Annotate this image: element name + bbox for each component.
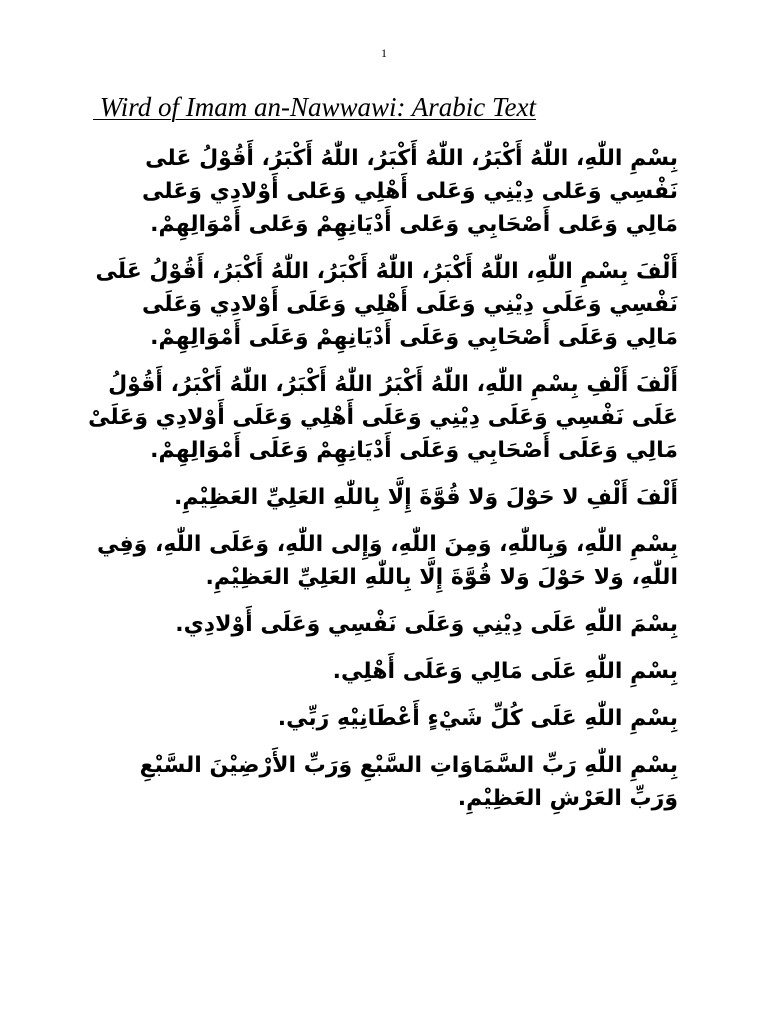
paragraph-5: بِسْمِ اللّٰهِ، وَبِاللّٰهِ، وَمِنَ اللّٰهِ، وَإِلى اللّٰهِ، وَعَلَى اللّٰهِ، وَفِي اللّٰهِ، وَلا حَوْلَ وَلا قُوَّةَ إِلَّا بِاللّٰهِ العَلِيِّ العَظِيْمِ.: [96, 532, 678, 590]
page-number: 1: [381, 46, 387, 60]
paragraph-4: أَلْفَ أَلْفِ لا حَوْلَ وَلا قُوَّةَ إِلَّا بِاللّٰهِ العَلِيِّ العَظِيْمِ.: [173, 485, 678, 510]
paragraph-9: بِسْمِ اللّٰهِ رَبِّ السَّمَاوَاتِ السَّبْعِ وَرَبِّ الأَرْضِيْنَ السَّبْعِ وَرَبِّ العَرْشِ العَظِيْمِ.: [139, 753, 678, 811]
paragraph-2: أَلْفَ بِسْمِ اللّٰهِ، اللّٰهُ أَكْبَرُ، اللّٰهُ أَكْبَرُ، اللّٰهُ أَكْبَرُ، أَقُوْلُ عَلَى نَفْسِي وَعَلَى دِيْنِي وَعَلَى أَهْلِي وَعَلَى أَوْلادِي وَعَلَى مَالِي وَعَلَى أَصْحَابِي وَعَلَى أَدْيَانِهِمْ وَعَلَى أَمْوَالِهِمْ.: [95, 259, 678, 350]
paragraph-8: بِسْمِ اللّٰهِ عَلَى كُلِّ شَيْءٍ أَعْطَانِيْهِ رَبِّي.: [277, 706, 678, 731]
paragraph-3: أَلْفَ أَلْفِ بِسْمِ اللّٰهِ، اللّٰهُ أَكْبَرُ اللّٰهُ أَكْبَرُ، اللّٰهُ أَكْبَرُ، أَقُوْلُ عَلَى نَفْسِي وَعَلَى دِيْنِي وَعَلَى أَهْلِي وَعَلَى أَوْلادِي وَعَلَىْ مَالِي وَعَلَى أَصْحَابِي وَعَلَى أَدْيَانِهِمْ وَعَلَى أَمْوَالِهِمْ.: [88, 372, 678, 463]
arabic-text-body: [88, 142, 678, 829]
paragraph-7: بِسْمِ اللّٰهِ عَلَى مَالِي وَعَلَى أَهْلِي.: [332, 659, 678, 684]
document-title: Wird of Imam an-Nawwawi: Arabic Text: [93, 92, 537, 122]
paragraph-6: بِسْمَ اللّٰهِ عَلَى دِيْنِي وَعَلَى نَفْسِي وَعَلَى أَوْلادِي.: [175, 612, 678, 637]
paragraph-1: بِسْمِ اللّٰهِ، اللّٰهُ أَكْبَرُ، اللّٰهُ أَكْبَرُ، اللّٰهُ أَكْبَرُ، أَقُوْلُ عَلى نَفْسِي وَعَلى دِيْنِي وَعَلى أَهْلِي وَعَلى أَوْلادِي وَعَلى مَالِي وَعَلى أَصْحَابِي وَعَلى أَدْيَانِهِمْ وَعَلى أَمْوَالِهِمْ.: [142, 146, 678, 237]
